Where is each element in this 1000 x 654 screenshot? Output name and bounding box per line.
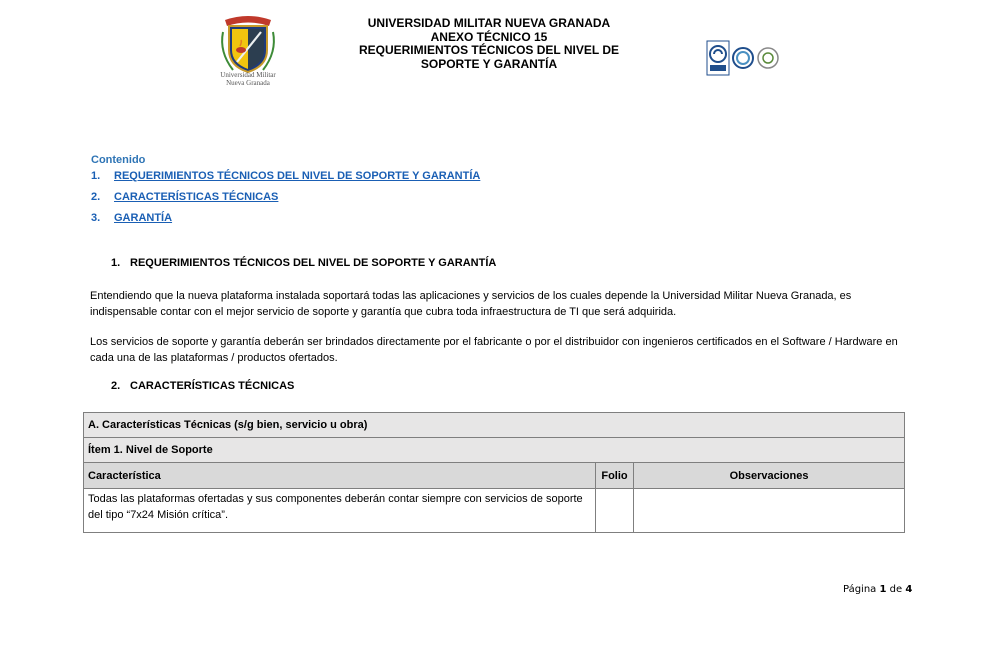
section-2-title: CARACTERÍSTICAS TÉCNICAS [130,380,295,392]
toc-link-2[interactable] [91,191,278,203]
toc-link-3-number: 3. [91,212,101,224]
toc-link-1[interactable] [91,170,480,182]
table-column-headers [84,463,905,489]
toc-heading: Contenido [91,154,146,166]
column-header-folio: Folio [596,463,634,489]
column-header-caracteristica: Característica [84,463,596,489]
section-1-title: REQUERIMIENTOS TÉCNICOS DEL NIVEL DE SOPORTE Y GARANTÍA [130,257,497,269]
toc-link-3[interactable] [91,212,172,224]
document-title [330,17,648,71]
toc-link-1-label: REQUERIMIENTOS TÉCNICOS DEL NIVEL DE SOPORTE Y GARANTÍA [114,170,481,182]
certification-seals [706,40,782,78]
title-line-1: UNIVERSIDAD MILITAR NUEVA GRANADA [367,16,611,30]
section-1-number: 1. [111,257,121,269]
section-1-heading [111,257,496,269]
toc-link-2-number: 2. [91,191,101,203]
page-number [843,584,912,595]
section-2-heading [111,380,294,392]
title-line-3: REQUERIMIENTOS TÉCNICOS DEL NIVEL DE [358,43,620,57]
section-2-number: 2. [111,380,121,392]
table-section-header: A. Características Técnicas (s/g bien, servicio u obra) [84,413,905,438]
title-line-4: SOPORTE Y GARANTÍA [420,56,558,71]
table-row [84,489,905,533]
technical-characteristics-table [83,412,905,533]
toc-link-3-label: GARANTÍA [114,212,173,224]
column-header-observaciones: Observaciones [634,463,905,489]
section-1-paragraph-1: Entendiendo que la nueva plataforma instalada soportará todas las aplicaciones y servicios de los cuales depende la Universidad Militar Nueva Granada, es indispensable contar con el mejor servicio de soporte y garantía que cubra toda infraestructura de TI que será adquirida. [90,290,852,318]
page-word: Página [843,584,877,595]
title-line-2: ANEXO TÉCNICO 15 [430,29,548,44]
logo-caption-line-1: Universidad Militar [220,71,276,79]
page-of-word: de [889,584,903,595]
table-item-header: Ítem 1. Nivel de Soporte [84,438,905,463]
page-total: 4 [905,584,913,595]
table-header-row-1 [84,413,905,438]
toc-link-1-number: 1. [91,170,101,182]
table-header-row-2 [84,438,905,463]
logo-caption-line-2: Nueva Granada [226,79,270,87]
cell-caracteristica: Todas las plataformas ofertadas y sus componentes deberán contar siempre con servicios de soporte del tipo “7x24 Misión crítica”. [84,489,596,533]
section-1-paragraph-2: Los servicios de soporte y garantía deberán ser brindados directamente por el fabricante o por el distribuidor con ingenieros certificados en el Software / Hardware en cada una de las plataformas / productos ofertados. [90,336,898,364]
page-current: 1 [879,584,887,595]
cell-observaciones [634,489,905,533]
logo-caption [213,71,283,87]
toc-link-2-label: CARACTERÍSTICAS TÉCNICAS [114,191,279,203]
cell-folio [596,489,634,533]
